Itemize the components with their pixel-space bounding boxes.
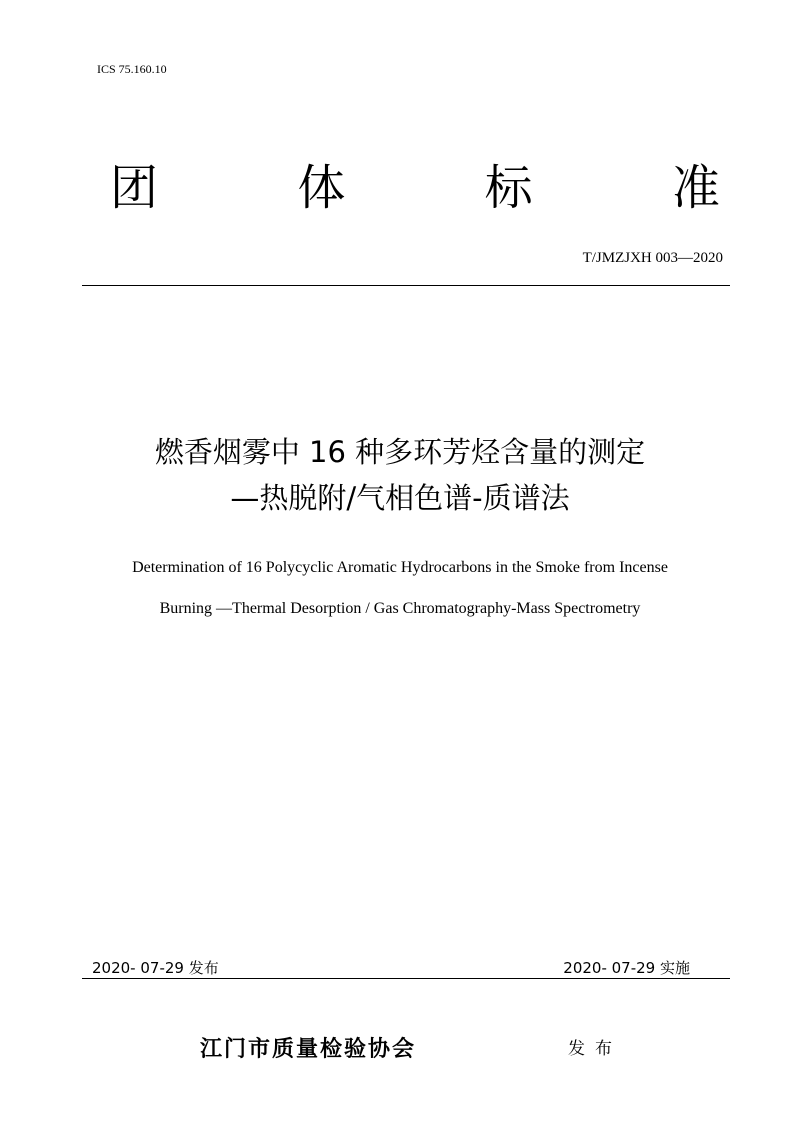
- english-title-line-1: Determination of 16 Polycyclic Aromatic Hydrocarbons in the Smoke from Incense: [132, 559, 668, 576]
- document-type-char: 准: [671, 160, 720, 216]
- ics-code: ICS 75.160.10: [97, 62, 167, 76]
- document-type-char: 体: [297, 160, 346, 216]
- standard-code: T/JMZJXH 003—2020: [582, 250, 723, 266]
- footer-divider: [82, 978, 730, 979]
- chinese-title-line-1: 燃香烟雾中 16 种多环芳烃含量的测定: [154, 435, 646, 469]
- document-type-char: 标: [484, 160, 533, 216]
- implementation-date: 2020- 07-29 实施: [563, 959, 690, 977]
- publish-label: 发布: [568, 1039, 622, 1059]
- document-type-char: 团: [110, 160, 159, 216]
- document-type-heading: [110, 158, 720, 218]
- publisher-name: 江门市质量检验协会: [200, 1036, 417, 1061]
- header-divider: [82, 285, 730, 286]
- issue-date: 2020- 07-29 发布: [92, 959, 219, 977]
- chinese-title-line-2: —热脱附/气相色谱-质谱法: [230, 481, 570, 515]
- english-title-line-2: Burning —Thermal Desorption / Gas Chromatography-Mass Spectrometry: [159, 600, 641, 617]
